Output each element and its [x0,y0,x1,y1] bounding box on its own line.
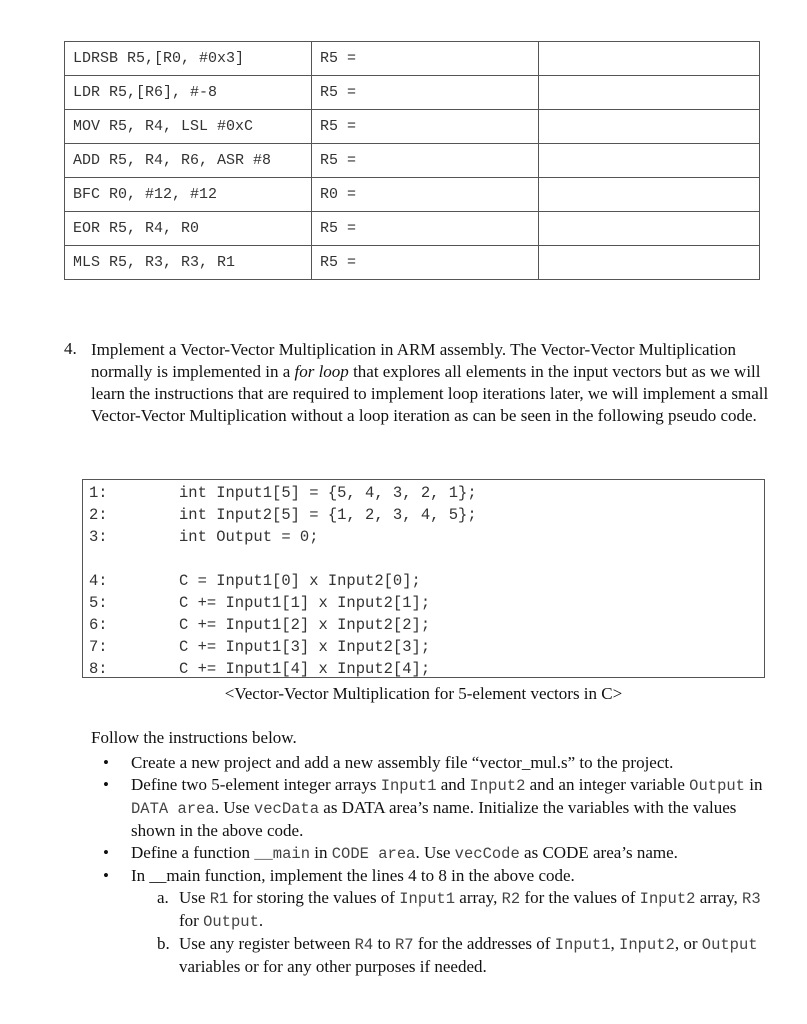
answer-cell[interactable] [539,178,760,212]
code-term: Input1 [554,936,611,954]
pseudo-code-box [82,479,765,678]
code-term: Output [203,913,259,931]
instruction-cell: MOV R5, R4, LSL #0xC [65,110,312,144]
text: for storing the values of [228,888,400,907]
code-term: vecCode [454,845,520,863]
bullet-icon: • [103,843,109,862]
code-text: int Input1[5] = {5, 4, 3, 2, 1}; [179,484,477,502]
code-term: R4 [354,936,374,954]
text: array, [695,888,743,907]
bullet-icon: • [103,753,109,772]
code-term: Output [689,777,745,795]
instruction-cell: LDRSB R5,[R0, #0x3] [65,42,312,76]
instruction-item [91,752,781,774]
code-term: R2 [501,890,521,908]
code-term: R3 [742,890,761,908]
instructions-intro: Follow the instructions below. [91,728,297,747]
code-text: int Output = 0; [179,528,319,546]
instruction-cell: EOR R5, R4, R0 [65,212,312,246]
text: in [744,775,763,794]
text: array, [455,888,502,907]
code-line [89,504,764,526]
table-row [65,178,760,212]
code-line [89,614,764,636]
answer-cell[interactable] [539,144,760,178]
line-number: 1: [89,484,108,502]
bullet-icon: • [103,775,109,794]
instruction-cell: ADD R5, R4, R6, ASR #8 [65,144,312,178]
line-number: 3: [89,528,108,546]
code-term: Input2 [469,777,526,795]
answer-cell[interactable] [539,212,760,246]
answer-cell[interactable] [539,246,760,280]
code-caption: <Vector-Vector Multiplication for 5-element vectors in C> [224,684,623,703]
text: Define a function [131,843,255,862]
table-row [65,212,760,246]
text: , [610,934,620,953]
text: for the addresses of [413,934,555,953]
instruction-cell: LDR R5,[R6], #-8 [65,76,312,110]
table-row [65,110,760,144]
code-term: Input2 [639,890,696,908]
register-results-table [64,41,760,280]
text: and an integer variable [525,775,690,794]
text: for the values of [520,888,640,907]
text: Define two 5-element integer arrays [131,775,381,794]
code-line [89,592,764,614]
text: as CODE area’s name. [519,843,678,862]
sub-instruction-b [91,933,781,978]
line-number: 4: [89,572,108,590]
code-line [89,482,764,504]
text: , or [674,934,702,953]
instruction-cell: BFC R0, #12, #12 [65,178,312,212]
table-row [65,76,760,110]
instruction-item [91,842,781,865]
code-text: int Input2[5] = {1, 2, 3, 4, 5}; [179,506,477,524]
result-label-cell: R5 = [312,110,539,144]
code-term: R1 [209,890,229,908]
text: . [258,911,264,930]
code-line [89,570,764,592]
result-label-cell: R5 = [312,76,539,110]
text: to [373,934,395,953]
code-term: Input1 [380,777,437,795]
code-text: C += Input1[2] x Input2[2]; [179,616,431,634]
answer-cell[interactable] [539,76,760,110]
code-blank-line [89,548,764,570]
question-text-part: that explores all elements in the input vectors but as we will learn the instructions that are required to implement loop iterations later, we will implement a small Vector-Vector Multiplication without a loop iteration as can be seen in the following pseudo code. [91,362,769,425]
result-label-cell: R0 = [312,178,539,212]
code-term: Input1 [399,890,456,908]
code-term: vecData [253,800,320,818]
question-emphasis: for loop [294,362,349,381]
text: in [310,843,332,862]
question-number: 4. [64,339,77,358]
text: variables or for any other purposes if needed. [179,957,487,976]
result-label-cell: R5 = [312,42,539,76]
instruction-item [91,865,781,887]
sub-label: a. [157,888,169,907]
text: . Use [415,843,455,862]
text: Use any register between [179,934,355,953]
table-row [65,42,760,76]
code-text: C += Input1[3] x Input2[3]; [179,638,431,656]
question-text-part: Implement a Vector-Vector Multiplication in ARM assembly. The Vector-Vector Multiplication normally is implemented in a [91,340,737,381]
answer-cell[interactable] [539,110,760,144]
result-label-cell: R5 = [312,246,539,280]
result-label-cell: R5 = [312,212,539,246]
text: . Use [214,798,254,817]
text: for [179,911,204,930]
text: and [436,775,470,794]
line-number: 2: [89,506,108,524]
line-number: 7: [89,638,108,656]
answer-cell[interactable] [539,42,760,76]
sub-instruction-a [91,887,781,933]
code-line [89,636,764,658]
line-number: 8: [89,660,108,678]
code-term: Input2 [619,936,675,954]
code-text: C += Input1[1] x Input2[1]; [179,594,431,612]
code-text: C = Input1[0] x Input2[0]; [179,572,421,590]
text: as DATA area’s name. Initialize the variables with the values shown in the above code. [131,798,737,840]
code-term: R7 [394,936,414,954]
code-term: Output [701,936,758,954]
instructions-list [91,752,781,978]
code-line [89,526,764,548]
line-number: 5: [89,594,108,612]
code-line [89,658,764,680]
code-text: C += Input1[4] x Input2[4]; [179,660,431,678]
code-term: CODE area [331,845,416,863]
code-term: DATA area [131,800,215,818]
table-row [65,144,760,178]
instruction-text: Create a new project and add a new assembly file “vector_mul.s” to the project. [131,753,674,772]
result-label-cell: R5 = [312,144,539,178]
instruction-cell: MLS R5, R3, R3, R1 [65,246,312,280]
sub-label: b. [157,934,170,953]
text: Use [179,888,210,907]
bullet-icon: • [103,866,109,885]
instruction-text: In __main function, implement the lines 4 to 8 in the above code. [131,866,575,885]
question-text [91,339,771,427]
table-row [65,246,760,280]
line-number: 6: [89,616,108,634]
code-term: __main [254,845,311,863]
instruction-item [91,774,781,842]
